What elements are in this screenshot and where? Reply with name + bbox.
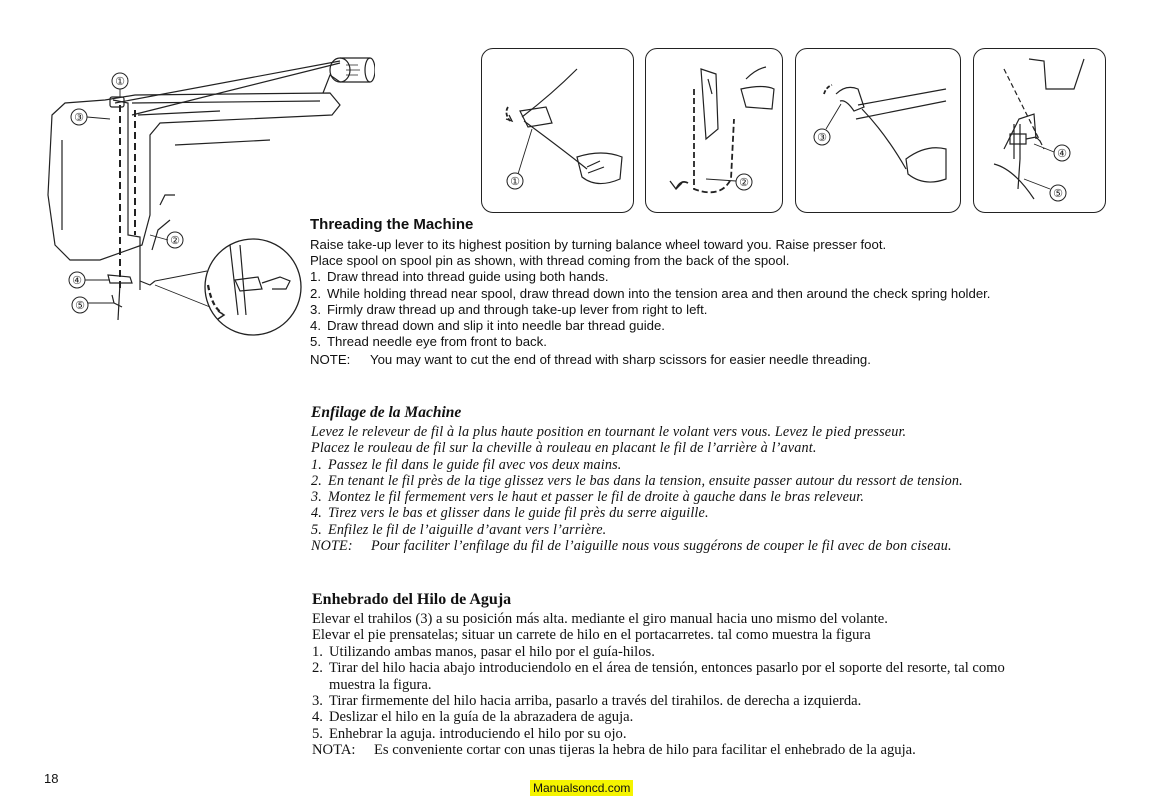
panel3-callout-3: ③ xyxy=(817,132,827,144)
spanish-step-3: 3. Tirar firmemente del hilo hacia arriba, pasarlo a través del tirahilos. de derecha a izquierda. xyxy=(312,693,862,710)
callout-3: ③ xyxy=(74,112,84,124)
spanish-step-4: 4. Deslizar el hilo en la guía de la abrazadera de aguja. xyxy=(312,709,634,726)
detail-panel-3 xyxy=(795,48,961,213)
french-step-1: 1. Passez le fil dans le guide fil avec vos deux mains. xyxy=(311,456,622,473)
french-step-5: 5. Enfilez le fil de l’aiguille d’avant vers l’arrière. xyxy=(311,521,607,538)
spanish-intro-line-1: Elevar el trahilos (3) a su posición más alta. mediante el giro manual hacia uno mismo del volante. xyxy=(312,611,888,627)
spanish-step-2: 2. Tirar del hilo hacia abajo introduciendolo en el área de tensión, entonces pasarlo por el soporte del resorte, tal como xyxy=(312,660,1005,677)
section-english xyxy=(310,216,1110,369)
callout-1: ① xyxy=(115,76,125,88)
spanish-step-1: 1. Utilizando ambas manos, pasar el hilo por el guía-hilos. xyxy=(312,643,655,660)
callout-5: ⑤ xyxy=(75,300,85,312)
spanish-title: Enhebrado del Hilo de Aguja xyxy=(312,591,512,608)
watermark-link[interactable]: Manualsoncd.com xyxy=(530,780,633,796)
english-intro-line-1: Raise take-up lever to its highest position by turning balance wheel toward you. Raise presser foot. xyxy=(310,237,887,252)
english-step-2: 2. While holding thread near spool, draw thread down into the tension area and then around the check spring holder. xyxy=(310,285,991,301)
detail-panel-4 xyxy=(973,48,1106,213)
french-intro-line-1: Levez le releveur de fil à la plus haute position en tournant le volant vers vous. Levez le pied presseur. xyxy=(311,424,907,440)
spanish-intro-line-2: Elevar el pie prensatelas; situar un carrete de hilo en el portacarretes. tal como muestra la figura xyxy=(312,627,871,644)
english-step-4: 4. Draw thread down and slip it into needle bar thread guide. xyxy=(310,318,665,334)
panel4-callout-4: ④ xyxy=(1057,148,1067,160)
french-intro-line-2: Placez le rouleau de fil sur la cheville à rouleau en placant le fil de l’arrière à l’avant. xyxy=(311,440,817,457)
section-french xyxy=(311,404,1111,554)
english-title: Threading the Machine xyxy=(310,216,474,233)
french-step-4: 4. Tirez vers le bas et glisser dans le guide fil près du serre aiguille. xyxy=(311,505,709,522)
panel4-callout-5: ⑤ xyxy=(1053,188,1063,200)
spanish-step-2-continued: muestra la figura. xyxy=(329,676,432,693)
panel1-callout-1: ① xyxy=(510,176,520,188)
callout-2: ② xyxy=(170,235,180,247)
section-spanish xyxy=(312,591,1112,759)
french-step-3: 3. Montez le fil fermement vers le haut et passer le fil de droite à gauche dans le bras releveur. xyxy=(311,489,865,506)
french-step-2: 2. En tenant le fil près de la tige glissez vers le bas dans la tension, ensuite passer autour du ressort de tension. xyxy=(311,472,963,489)
english-step-5: 5. Thread needle eye from front to back. xyxy=(310,334,547,350)
french-title: Enfilage de la Machine xyxy=(311,404,462,421)
english-intro-line-2: Place spool on spool pin as shown, with thread coming from the back of the spool. xyxy=(310,253,790,269)
french-note: NOTE: Pour faciliter l’enfilage du fil de l’aiguille nous vous suggérons de couper le fil avec de bon ciseau. xyxy=(311,538,952,555)
spanish-step-5: 5. Enhebrar la aguja. introduciendo el hilo por su ojo. xyxy=(312,725,627,742)
page-number: 18 xyxy=(44,771,59,786)
english-note: NOTE: You may want to cut the end of thread with sharp scissors for easier needle threading. xyxy=(310,352,871,368)
detail-panel-1 xyxy=(481,48,634,213)
detail-panel-2 xyxy=(645,48,783,213)
english-step-1: 1. Draw thread into thread guide using both hands. xyxy=(310,269,609,285)
panel2-callout-2: ② xyxy=(739,177,749,189)
english-step-3: 3. Firmly draw thread up and through take-up lever from right to left. xyxy=(310,301,708,317)
spanish-note: NOTA: Es conveniente cortar con unas tijeras la hebra de hilo para facilitar el enhebrado de la aguja. xyxy=(312,742,916,759)
callout-4: ④ xyxy=(72,275,82,287)
